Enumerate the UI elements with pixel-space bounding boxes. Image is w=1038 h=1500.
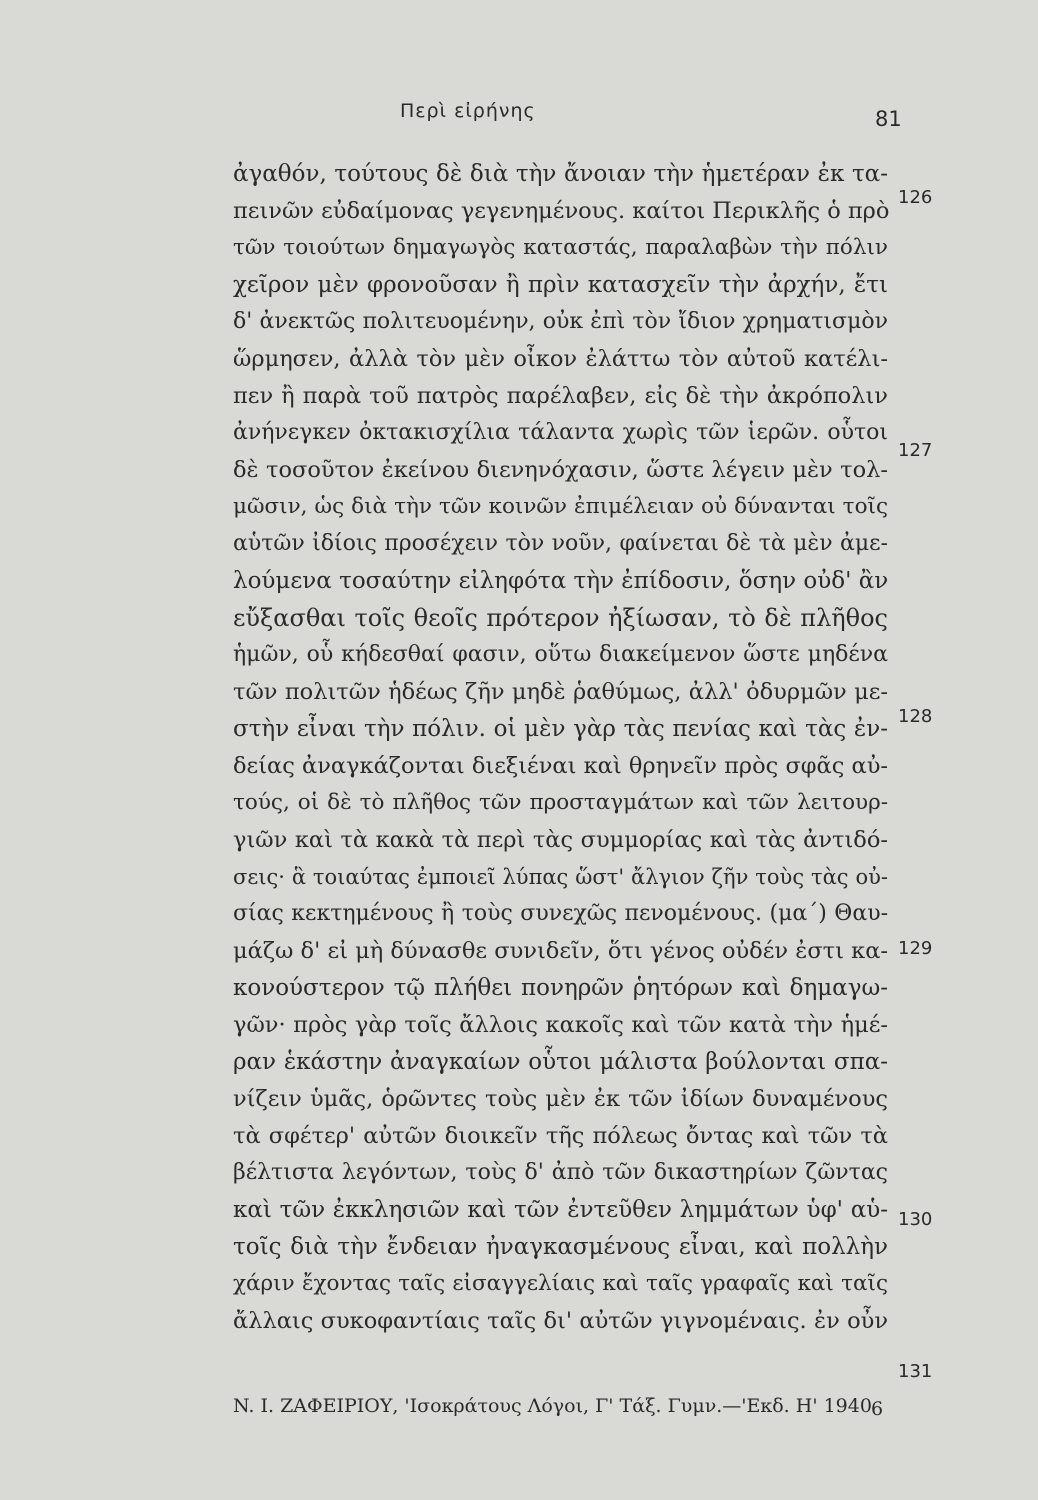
text-line: λούμενα τοσαύτην εἰληφότα τὴν ἐπίδοσιν, ὅσην οὐδ' ἂν	[233, 568, 889, 594]
text-line: τούς, οἱ δὲ τὸ πλῆθος τῶν προσταγμάτων καὶ τῶν λειτουρ-	[233, 790, 888, 815]
text-line: τοῖς διὰ τὴν ἔνδειαν ἠναγκασμένους εἶναι, καὶ πολλὴν	[233, 1234, 888, 1260]
text-line: νίζειν ὑμᾶς, ὁρῶντες τοὺς μὲν ἐκ τῶν ἰδίων δυναμένους	[233, 1086, 888, 1112]
page-number: 81	[875, 107, 902, 131]
footer-imprint	[233, 1395, 888, 1420]
text-line: τῶν πολιτῶν ἡδέως ζῆν μηδὲ ῥαθύμως, ἀλλ' ὀδυρμῶν με-	[233, 679, 888, 705]
text-line: ὥρμησεν, ἀλλὰ τὸν μὲν οἶκον ἐλάττω τὸν αὐτοῦ κατέλι-	[233, 346, 888, 372]
text-line: ἄλλαις συκοφαντίαις ταῖς δι' αὐτῶν γιγνομέναις. ἐν οὖν	[233, 1308, 888, 1334]
text-line: στὴν εἶναι τὴν πόλιν. οἱ μὲν γὰρ τὰς πενίας καὶ τὰς ἐν-	[233, 716, 888, 742]
margin-section-number: 126	[898, 187, 933, 208]
running-header: Περὶ εἰρήνης	[400, 100, 536, 122]
text-line: τὰ σφέτερ' αὐτῶν διοικεῖν τῆς πόλεως ὄντας καὶ τῶν τὰ	[233, 1123, 888, 1149]
text-line: χάριν ἔχοντας ταῖς εἰσαγγελίαις καὶ ταῖς γραφαῖς καὶ ταῖς	[233, 1271, 888, 1296]
footer-text: N. I. ΖΑΦΕΙΡΙΟΥ, 'Ισοκράτους Λόγοι, Γ' Τάξ. Γυμν.—'Εκδ. Η' 1940	[233, 1395, 872, 1417]
text-line: δὲ τοσοῦτον ἐκείνου διενηνόχασιν, ὥστε λέγειν μὲν τολ-	[233, 457, 888, 483]
margin-section-number: 127	[898, 440, 933, 461]
margin-section-number: 128	[898, 706, 933, 727]
text-line: γιῶν καὶ τὰ κακὰ τὰ περὶ τὰς συμμορίας καὶ τὰς ἀντιδό-	[233, 827, 888, 853]
text-line: ἀνήνεγκεν ὀκτακισχίλια τάλαντα χωρὶς τῶν ἱερῶν. οὗτοι	[233, 420, 888, 445]
text-line: μῶσιν, ὡς διὰ τὴν τῶν κοινῶν ἐπιμέλειαν οὐ δύνανται τοῖς	[233, 494, 888, 519]
margin-section-number: 131	[898, 1361, 933, 1382]
text-line: ραν ἑκάστην ἀναγκαίων οὗτοι μάλιστα βούλονται σπα-	[233, 1049, 888, 1075]
text-line: τῶν τοιούτων δημαγωγὸς καταστάς, παραλαβὼν τὴν πόλιν	[233, 235, 888, 260]
text-line: καὶ τῶν ἐκκλησιῶν καὶ τῶν ἐντεῦθεν λημμάτων ὑφ' αὑ-	[233, 1197, 888, 1223]
text-line: βέλτιστα λεγόντων, τοὺς δ' ἀπὸ τῶν δικαστηρίων ζῶντας	[233, 1160, 888, 1185]
signature-mark: 6	[871, 1398, 884, 1420]
text-line: εὔξασθαι τοῖς θεοῖς πρότερον ἠξίωσαν, τὸ δὲ πλῆθος	[233, 604, 888, 632]
text-line: μάζω δ' εἰ μὴ δύνασθε συνιδεῖν, ὅτι γένος οὐδέν ἐστι κα-	[233, 938, 888, 964]
text-line: χεῖρον μὲν φρονοῦσαν ἢ πρὶν κατασχεῖν τὴν ἀρχήν, ἔτι	[233, 272, 888, 298]
text-line: αὑτῶν ἰδίοις προσέχειν τὸν νοῦν, φαίνεται δὲ τὰ μὲν ἀμε-	[233, 531, 888, 556]
margin-section-number: 129	[898, 938, 933, 959]
text-line: πεν ἢ παρὰ τοῦ πατρὸς παρέλαβεν, εἰς δὲ τὴν ἀκρόπολιν	[233, 383, 888, 409]
text-line: ἀγαθόν, τούτους δὲ διὰ τὴν ἄνοιαν τὴν ἡμετέραν ἐκ τα-	[233, 161, 888, 187]
text-line: πεινῶν εὐδαίμονας γεγενημένους. καίτοι Περικλῆς ὁ πρὸ	[233, 198, 890, 224]
text-line: δείας ἀναγκάζονται διεξιέναι καὶ θρηνεῖν πρὸς σφᾶς αὐ-	[233, 753, 888, 779]
text-line: κονούστερον τῷ πλήθει πονηρῶν ῥητόρων καὶ δημαγω-	[233, 975, 888, 1001]
margin-section-number: 130	[898, 1209, 933, 1230]
text-line: σίας κεκτημένους ἢ τοὺς συνεχῶς πενομένους. (μα΄) Θαυ-	[233, 901, 888, 926]
text-line: γῶν· πρὸς γὰρ τοῖς ἄλλοις κακοῖς καὶ τῶν κατὰ τὴν ἡμέ-	[233, 1012, 888, 1038]
text-line: ἡμῶν, οὗ κήδεσθαί φασιν, οὕτω διακείμενον ὥστε μηδένα	[233, 642, 888, 667]
text-line: δ' ἀνεκτῶς πολιτευομένην, οὐκ ἐπὶ τὸν ἴδιον χρηματισμὸν	[233, 309, 888, 334]
text-line: σεις· ἃ τοιαύτας ἐμποιεῖ λύπας ὥστ' ἄλγιον ζῆν τοὺς τὰς οὐ-	[233, 865, 888, 889]
